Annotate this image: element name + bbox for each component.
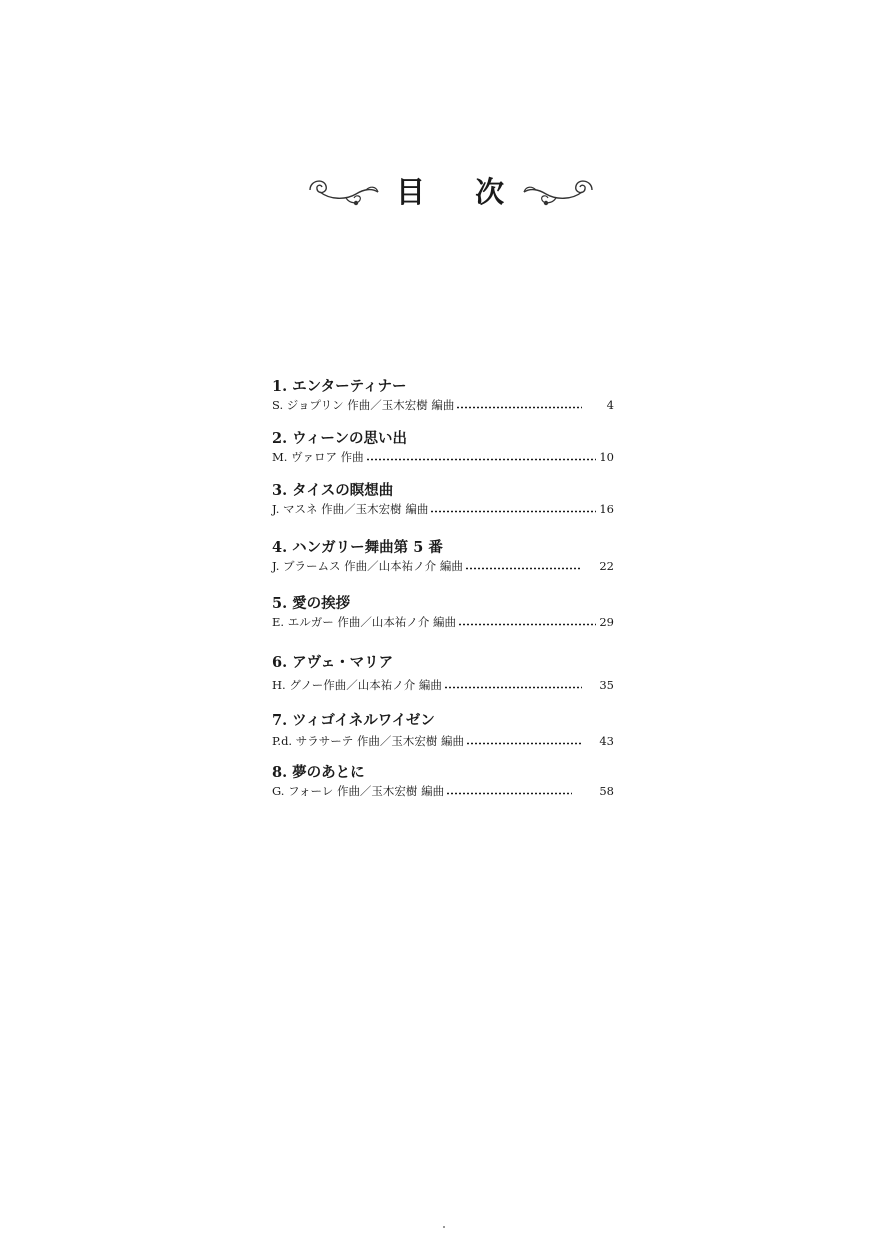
dot-leader (466, 742, 582, 745)
toc-entry-line (272, 784, 614, 799)
toc-entry-line (272, 734, 614, 749)
dot-leader (456, 406, 582, 409)
swirl-flourish-icon (520, 172, 596, 208)
toc-entry-credit: G. フォーレ 作曲／玉木宏樹 編曲 (272, 784, 445, 798)
toc-entry-line (272, 398, 614, 413)
footer-mark (443, 1226, 445, 1228)
toc-entry-credit: J. ブラームス 作曲／山本祐ノ介 編曲 (272, 559, 463, 573)
toc-entry[interactable] (272, 430, 614, 465)
toc-entry-title: 7. ツィゴイネルワイゼン (272, 712, 435, 729)
toc-entry-title: 2. ウィーンの思い出 (272, 430, 408, 447)
toc-entry-credit: E. エルガー 作曲／山本祐ノ介 編曲 (272, 615, 457, 629)
toc-entry-title: 5. 愛の挨拶 (272, 595, 351, 612)
toc-entry-title: 6. アヴェ・マリア (272, 654, 394, 671)
title-row (0, 168, 886, 218)
toc-entry-title: 8. 夢のあとに (272, 764, 365, 781)
dot-leader (366, 458, 596, 461)
toc-entry-page: 22 (599, 559, 614, 573)
toc-entry[interactable] (272, 595, 614, 630)
dot-leader (446, 792, 572, 795)
toc-entry-page: 10 (599, 450, 614, 464)
toc-entry-line (272, 502, 614, 517)
toc-entry-line (272, 559, 614, 574)
dot-leader (430, 510, 596, 513)
toc-entry[interactable] (272, 539, 614, 574)
toc-entry-page: 29 (599, 615, 614, 629)
toc-entry-page: 58 (599, 784, 614, 798)
toc-entry-credit: J. マスネ 作曲／玉木宏樹 編曲 (272, 502, 429, 516)
toc-entry-credit: M. ヴァロア 作曲 (272, 450, 364, 464)
dot-leader (458, 623, 596, 626)
toc-entry-page: 43 (599, 734, 614, 748)
page-title: 目 次 (396, 175, 525, 209)
toc-entry-line (272, 678, 614, 693)
toc-entry-title: 4. ハンガリー舞曲第 5 番 (272, 539, 443, 556)
toc-entry-page: 35 (599, 678, 614, 692)
toc-entry-credit: P.d. サラサーテ 作曲／玉木宏樹 編曲 (272, 734, 465, 748)
toc-entry-line (272, 450, 614, 465)
toc-entry[interactable] (272, 482, 614, 517)
dot-leader (444, 686, 582, 689)
toc-entry-title: 1. エンターティナー (272, 378, 407, 395)
toc-entry-credit: S. ジョプリン 作曲／玉木宏樹 編曲 (272, 398, 455, 412)
toc-entry-page: 16 (599, 502, 614, 516)
swirl-flourish-icon (306, 172, 382, 208)
toc-entry[interactable] (272, 654, 614, 693)
toc-entry-page: 4 (606, 398, 614, 412)
toc-entry-title: 3. タイスの瞑想曲 (272, 482, 394, 499)
dot-leader (465, 567, 582, 570)
toc-entry-credit: H. グノー作曲／山本祐ノ介 編曲 (272, 678, 442, 692)
toc-entry[interactable] (272, 378, 614, 413)
toc-entry-line (272, 615, 614, 630)
toc-entry[interactable] (272, 764, 614, 799)
toc-entry[interactable] (272, 712, 614, 749)
